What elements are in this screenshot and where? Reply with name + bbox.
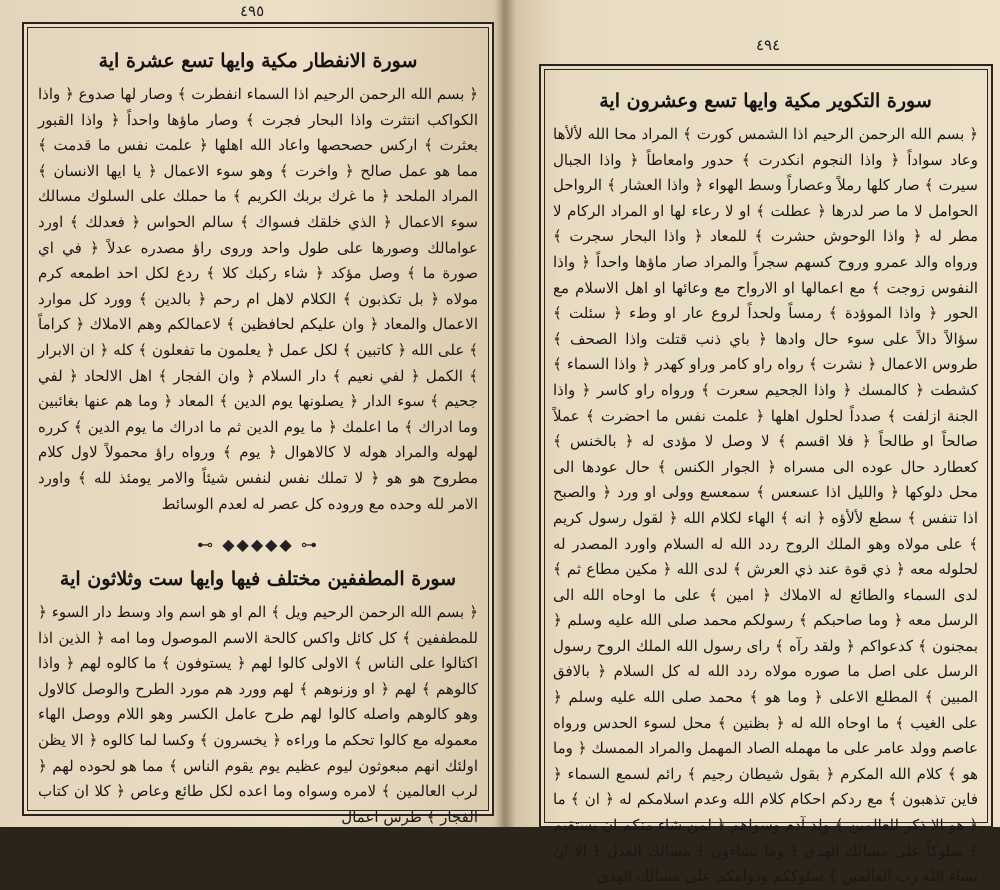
surah-title: سورة الانفطار مكية وايها تسع عشرة اية xyxy=(98,50,418,72)
page-number: ٤٩٤ xyxy=(756,36,781,54)
commentary-text: ﴿ بسم الله الرحمن الرحيم اذا السماء انفطرت ﴾ وصار لها صدوع ﴿ واذا الكواكب انتثرت واذا البحار فجرت ﴾ وصار ماؤها واحداً ﴿ واذا القبور بعثرت ﴾ اركس حصحصها واعاد الله اهلها ﴿ علمت نفس ما قدمت ﴾ مما هو عمل صالح ﴿ واخرت ﴾ وهو سوء الاعمال ﴿ يا ايها الانسان ﴾ المراد الملحد ﴿ ما غرك بربك الكريم ﴾ ما حملك على السلوك مسالك سوء الاعمال ﴿ الذي خلقك فسواك ﴾ سالم الحواس ﴿ فعدلك ﴾ اورد عوامالك وصورها على طول واحد وروى راؤ مصدره عدلاً ﴿ في اي صورة ما ﴾ وصل مؤكد ﴿ شاء ركبك كلا ﴾ ردع لكل احد اطمعه كرم مولاه ﴿ بل تكذبون ﴾ الكلام لاهل ام رحم ﴿ بالدين ﴾ وورد كل موارد الاعمال والمعاد ﴿ وان عليكم لحافظين ﴾ لاعمالكم وهم الاملاك ﴿ كراماً ﴾ على الله ﴿ كاتبين ﴾ لكل عمل ﴿ يعلمون ما تفعلون ﴾ كله ﴿ ان الابرار ﴾ الكمل ﴿ لفي نعيم ﴾ دار السلام ﴿ وان الفجار ﴾ اهل الالحاد ﴿ لفي جحيم ﴾ سوء الدار ﴿ يصلونها يوم الدين ﴾ المعاد ﴿ وما هم عنها بغائبين وما ادراك ﴾ ما اعلمك ﴿ ما يوم الدين ثم ما ادراك ما يوم الدين ﴾ كرره لهوله والمراد هوله لا كالاهوال ﴿ يوم ﴾ ورواه راؤ محمولاً لاول كلام مطروح هو هو ﴿ لا تملك نفس لنفس شيئاً والامر يومئذ لله ﴾ واورد الامر لله وحده مع وروده كل عصر له لعدم الوسائط xyxy=(38,85,478,513)
ornamental-divider: ⊷ ◆◆◆◆◆ ⊶ xyxy=(197,535,319,555)
surah-title: سورة المطففين مختلف فيها وايها ست وثلاثون اية xyxy=(59,568,457,591)
surah-title: سورة التكوير مكية وايها تسع وعشرون اية xyxy=(599,90,932,112)
book-gutter xyxy=(494,0,516,827)
page-number: ٤٩٥ xyxy=(240,2,265,20)
right-page xyxy=(503,0,1000,886)
commentary-text: ﴿ بسم الله الرحمن الرحيم اذا الشمس كورت ﴾ المراد محا الله لألأها وعاد سواداً ﴿ واذا النجوم انكدرت ﴾ حدور وامعاطاً ﴿ واذا الجبال سيرت ﴾ صار كلها رملاً وعصاراً وسط الهواء ﴿ واذا العشار ﴾ الرواحل الحوامل لا ما صر لدرها ﴿ عطلت ﴾ او لا رعاء لها او المراد الركام لا مطر له ﴿ واذا الوحوش حشرت ﴾ للمعاد ﴿ واذا البحار سجرت ﴾ ورواه والد عمرو وروح كسهم سجراً والمراد صار ماؤها واحداً ﴿ واذا النفوس زوجت ﴾ مع اعمالها او الارواح مع وعائها او اهل الاسلام مع الحور ﴿ واذا الموؤدة ﴾ رمساً ولحداً لروع عار او وطء ﴿ سئلت ﴾ سؤالاً دالاً على سوء حال وادها ﴿ باي ذنب قتلت واذا الصحف ﴾ طروس الاعمال ﴿ نشرت ﴾ رواه راو كامر وراو كهدر ﴿ واذا السماء ﴾ كشطت ﴿ كالمسك ﴿ واذا الجحيم سعرت ﴾ ورواه راو كاسر ﴿ واذا الجنة ازلفت ﴾ صدداً لحلول اهلها ﴿ علمت نفس ما احضرت ﴾ عملاً صالحاً او طالحاً ﴿ فلا اقسم ﴾ لا وصل لا مؤدى له ﴿ بالخنس ﴾ كعطارد حال عوده الى مسراه ﴿ الجوار الكنس ﴾ حال عودها الى محل دلوكها ﴿ والليل اذا عسعس ﴾ سمعسع وولى او ورد ﴿ والصبح اذا تنفس ﴾ سطع لألأؤه ﴿ انه ﴾ الهاء لكلام الله ﴿ لقول رسول كريم ﴾ على مولاه وهو الملك الروح ردد الله له السلام واورد المصدر له لحلوله معه ﴿ ذي قوة عند ذي العرش ﴾ لدى الله ﴿ مكين مطاع ثم ﴾ لدى السماء والطائع له الاملاك ﴿ امين ﴾ على ما اوحاه الله الى الرسل معه ﴿ وما صاحبكم ﴾ رسولكم محمد صلى الله عليه وسلم ﴿ بمجنون ﴾ كدعواكم ﴿ ولقد رآه ﴾ راى رسول الله الملك الروح رسول الرسل على اصل ما صوره مولاه ردد الله له كل السلام ﴿ بالافق المبين ﴾ المطلع الاعلى ﴿ وما هو ﴾ محمد صلى الله عليه وسلم ﴿ على الغيب ﴾ ما اوحاه الله له ﴿ بظنين ﴾ محل لسوء الحدس ورواه عاصم وولد عامر على ما مهمله الصاد المهمل والمراد الممسك ﴿ وما هو ﴾ كلام الله المكرم ﴿ بقول شيطان رجيم ﴾ رائم لسمع السماء ﴿ فاين تذهبون ﴾ مع ردكم احكام كلام الله وعدم اسلامكم له ﴿ ان ﴾ ما ﴿ هو الا ذكر للعالمين ﴾ ولد آدم وسواهم ﴿ لمن شاء منكم ان يستقيم ﴾ سلوكاً على مسالك الهدى ﴿ وما تشاءون ﴾ مسالك العدل ﴿ الا ان يشاء الله رب العالمين ﴾ سلوككم ودوامكم على مسالك الهدى xyxy=(553,125,978,886)
commentary-text: ﴿ بسم الله الرحمن الرحيم ويل ﴾ الم او هو اسم واد وسط دار السوء ﴿ للمطففين ﴾ كل كائل واكس كالحة الاسم الموصول وما امه ﴿ الذين اذا اكتالوا على الناس ﴾ الاولى كالوا لهم ﴿ يستوفون ﴾ ما كالوه لهم ﴿ واذا كالوهم ﴾ لهم ﴿ او وزنوهم ﴾ لهم وورد هم مورد الطرح والوصل كالاول وهو كالوهم واصله كالوا لهم طرح عامل الكسر وهو اللام ووصل الهاء معموله مع كالوا تحكم ما وراءه ﴿ يخسرون ﴾ وكسا لما كالوه ﴿ الا يظن اولئك انهم مبعوثون ليوم عظيم يوم يقوم الناس ﴾ مما هو لحوده لهم ﴿ لرب العالمين ﴾ لامره وسواه وما اعده لكل طائع وعاص ﴿ كلا ان كتاب الفجار ﴾ طرس اعمال xyxy=(38,603,478,826)
page-content xyxy=(38,40,478,830)
left-page xyxy=(0,0,503,827)
page-content xyxy=(553,80,978,890)
